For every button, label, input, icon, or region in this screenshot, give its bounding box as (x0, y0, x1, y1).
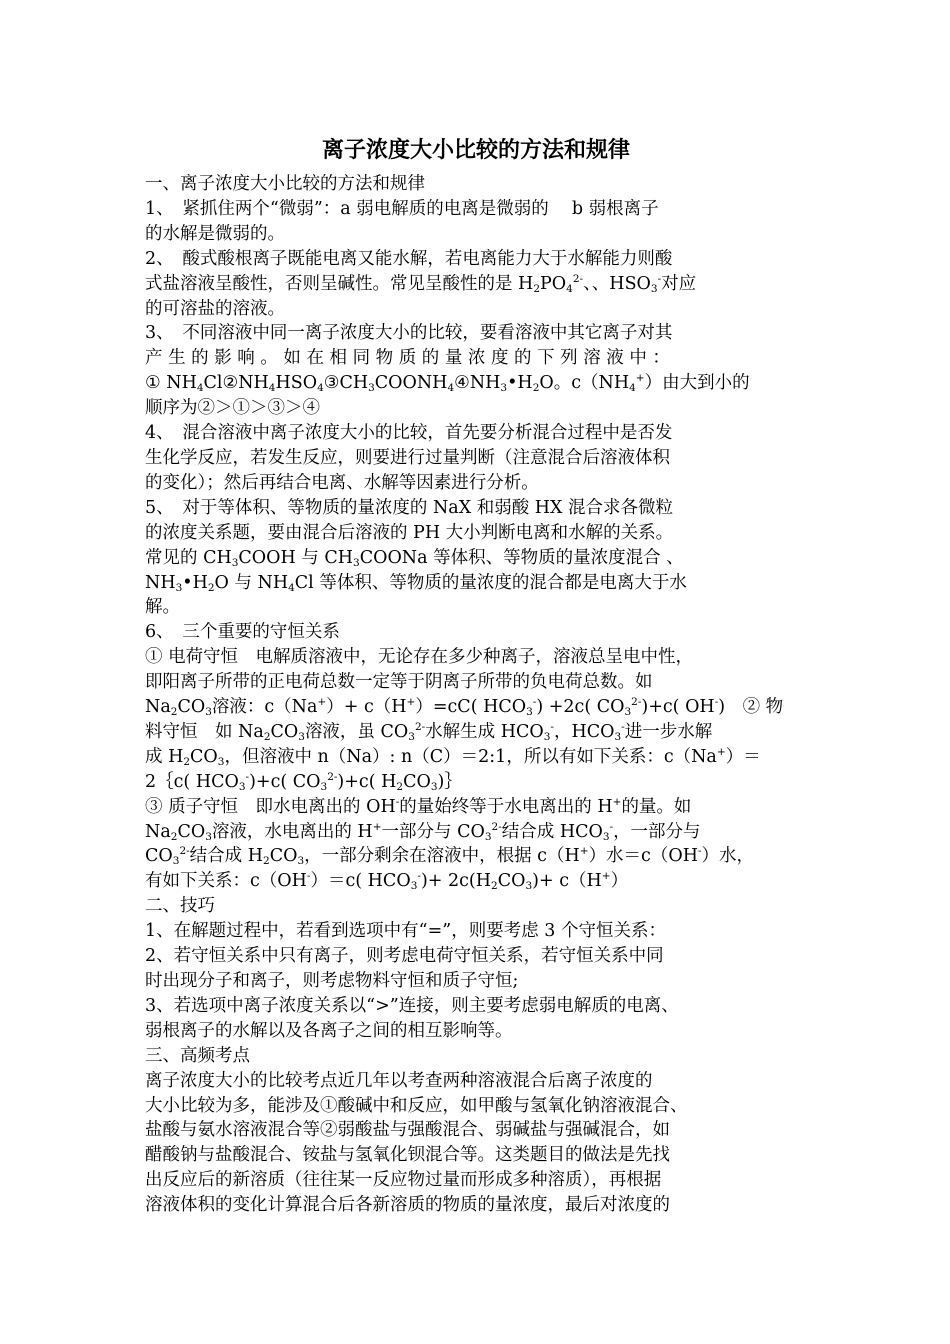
text-line (145, 770, 807, 795)
text-run: 一、离子浓度大小比较的方法和规律 (145, 174, 425, 194)
superscript: - (621, 720, 625, 733)
subscript: 3 (484, 830, 492, 843)
text-run: ）水＝c（OH (588, 846, 698, 867)
text-run: CO (145, 846, 173, 867)
text-line (145, 297, 807, 322)
text-line (145, 1168, 807, 1193)
body-text (145, 172, 807, 1218)
text-run: 式盐溶液呈酸性，否则呈碱性。常见呈酸性的是 H (145, 273, 534, 294)
text-run: 解。 (145, 597, 180, 618)
text-run: )+ 2c(H (420, 871, 492, 892)
text-run: 离子浓度大小的比较考点近几年以考查两种溶液混合后离子浓度的 (145, 1070, 653, 1091)
text-run: 弱根离子的水解以及各离子之间的相互影响等。 (145, 1020, 513, 1041)
text-run: 的量始终等于水电离出的 H (399, 796, 613, 817)
text-run: Na (145, 697, 171, 718)
text-run: 成 H (145, 746, 184, 767)
subscript: 3 (238, 780, 246, 793)
subscript: 3 (297, 855, 305, 868)
text-line (145, 919, 807, 944)
text-run: )｝ (437, 771, 462, 792)
text-run: •H (507, 373, 533, 394)
text-line (145, 645, 807, 670)
text-run: 4、 混合溶液中离子浓度大小的比较，首先要分析混合过程中是否发 (145, 423, 673, 444)
text-line (145, 471, 807, 496)
subscript: 3 (543, 730, 551, 743)
text-run: 水解生成 HCO (425, 721, 544, 742)
text-run: 三、高频考点 (145, 1045, 250, 1066)
superscript: + (579, 845, 589, 858)
superscript: - (697, 845, 702, 858)
text-run: 2、若守恒关系中只有离子，则考虑电荷守恒关系，若守恒关系中同 (145, 946, 664, 967)
superscript: - (532, 696, 537, 709)
text-run: 的浓度关系题，要由混合后溶液的 PH 大小判断电离和水解的关系。 (145, 522, 674, 543)
superscript: 2- (631, 696, 642, 709)
text-run: 出反应后的新溶质（往往某一反应物过量而形成多种溶质），再根据 (145, 1170, 662, 1191)
text-run: 进一步水解 (624, 721, 713, 742)
text-run: 醋酸钠与盐酸混合、铵盐与氢氧化钡混合等。这类题目的做法是先找 (145, 1145, 670, 1166)
superscript: - (245, 770, 250, 783)
text-run: 3、若选项中离子浓度关系以“>”连接，则主要考虑弱电解质的电离、 (145, 995, 679, 1016)
text-line (145, 969, 807, 994)
subscript: 2 (170, 706, 178, 719)
text-run: 生化学反应，若发生反应，则要进行过量判断（注意混合后溶液体积 (145, 447, 670, 468)
subscript: 3 (410, 880, 418, 893)
text-run: 即阳离子所带的正电荷总数一定等于阴离子所带的负电荷总数。如 (145, 672, 653, 693)
text-line (145, 222, 807, 247)
subscript: 2 (263, 730, 271, 743)
text-run: ）＝c( HCO (310, 871, 411, 892)
text-run: CO (177, 697, 206, 718)
text-run: Na (145, 821, 171, 842)
text-run: ，一部分剩余在溶液中，根据 c（H (304, 846, 580, 867)
text-line (145, 1094, 807, 1119)
text-line (145, 1069, 807, 1094)
superscript: + (317, 696, 327, 709)
text-line (145, 446, 807, 471)
text-line (145, 496, 807, 521)
subscript: 3 (353, 556, 360, 569)
text-line (145, 421, 807, 446)
text-line (145, 670, 807, 695)
superscript: - (714, 696, 719, 709)
text-line (145, 521, 807, 546)
text-line (145, 620, 807, 645)
text-run: 5、 对于等体积、等物质的量浓度的 NaX 和弱酸 HX 混合求各微粒 (145, 497, 674, 518)
subscript: 3 (614, 730, 622, 743)
text-run: )+ c（H (532, 871, 602, 892)
superscript: 2- (414, 720, 426, 733)
text-line (145, 844, 807, 869)
text-run: 溶液体积的变化计算混合后各新溶质的物质的量浓度，最后对浓度的 (145, 1195, 670, 1216)
text-line (145, 546, 807, 571)
text-run: 二、技巧 (145, 896, 215, 917)
text-run: COOH 与 CH (238, 547, 354, 568)
text-line (145, 321, 807, 346)
text-run: 结合成 HCO (501, 821, 603, 842)
text-run: 溶液：c（Na (211, 697, 318, 718)
superscript: - (657, 272, 662, 285)
subscript: 3 (217, 755, 225, 768)
superscript: + (406, 696, 416, 709)
superscript: + (372, 820, 382, 833)
text-run: CO (497, 871, 526, 892)
subscript: 2 (170, 830, 178, 843)
text-run: 1、 紧抓住两个“微弱”：a 弱电解质的电离是微弱的 b 弱根离子 (145, 198, 659, 219)
subscript: 4 (288, 581, 295, 594)
text-run: 大小比较为多，能涉及①酸碱中和反应，如甲酸与氢氧化钠溶液混合、 (145, 1095, 688, 1116)
subscript: 2 (396, 780, 404, 793)
subscript: 2 (183, 755, 191, 768)
text-run: CO (269, 846, 298, 867)
subscript: 4 (196, 382, 204, 395)
text-run: 2｛c( HCO (145, 771, 239, 792)
subscript: 4 (447, 382, 455, 395)
subscript: 2 (491, 880, 498, 893)
superscript: - (550, 720, 554, 733)
text-run: COONa 等体积、等物质的量浓度混合 、 (359, 547, 684, 568)
text-run: 的变化）；然后再结合电离、水解等因素进行分析。 (145, 472, 539, 493)
text-run: ，一部分与 (613, 821, 701, 842)
text-run: CO (270, 721, 299, 742)
text-line (145, 396, 807, 421)
text-run: Cl 等体积、等物质的量浓度的混合都是电离大于水 (294, 572, 687, 593)
text-line (145, 172, 807, 197)
text-line (145, 745, 807, 770)
text-run: 盐酸与氨水溶液混合等②弱酸盐与强酸混合、弱碱盐与强碱混合，如 (145, 1120, 670, 1141)
text-line (145, 894, 807, 919)
text-run: 2、 酸式酸根离子既能电离又能水解，若电离能力大于水解能力则酸 (145, 248, 673, 269)
subscript: 4 (566, 282, 573, 295)
text-run: 对应 (661, 273, 697, 294)
text-run: 溶液，虽 CO (304, 721, 409, 742)
text-run: 顺序为②＞①＞③＞④ (145, 398, 320, 419)
text-run: NH (145, 572, 176, 593)
text-run: 常见的 CH (145, 547, 232, 568)
text-run: Cl②NH (203, 373, 269, 394)
subscript: 3 (368, 382, 375, 395)
text-run: 有如下关系：c（OH (145, 871, 307, 892)
subscript: 2 (533, 282, 541, 295)
subscript: 3 (298, 730, 305, 743)
text-line (145, 346, 807, 371)
text-run: 3、 不同溶液中同一离子浓度大小的比较，要看溶液中其它离子对其 (145, 323, 673, 344)
text-run: 料守恒 如 Na (145, 721, 264, 742)
superscript: + (601, 870, 611, 883)
text-run: ) +2c( CO (536, 697, 625, 718)
text-line (145, 595, 807, 620)
subscript: 2 (207, 581, 215, 594)
superscript: - (395, 795, 400, 808)
text-run: COONH (374, 373, 448, 394)
text-line (145, 944, 807, 969)
text-line (145, 869, 807, 894)
subscript: 4 (317, 382, 324, 395)
text-run: 的量。如 (621, 796, 692, 817)
text-run: )+c( CO (249, 771, 321, 792)
subscript: 3 (525, 880, 533, 893)
text-run: ① NH (145, 373, 197, 394)
text-run: ③CH (323, 373, 369, 394)
text-line (145, 1143, 807, 1168)
superscript: 2- (572, 272, 584, 285)
text-run: )+c( OH (641, 697, 715, 718)
superscript: 2- (327, 770, 338, 783)
text-run: CO (190, 746, 218, 767)
text-run: 的可溶盐的溶液。 (145, 298, 285, 319)
subscript: 3 (205, 706, 212, 719)
text-run: •H (182, 572, 208, 593)
subscript: 2 (532, 382, 540, 395)
superscript: - (306, 870, 311, 883)
subscript: 3 (602, 830, 610, 843)
text-line (145, 695, 807, 720)
text-run: 一部分与 CO (381, 821, 485, 842)
superscript: 2- (179, 845, 190, 858)
superscript: + (716, 745, 726, 758)
superscript: + (635, 372, 645, 385)
text-run: 的水解是微弱的。 (145, 223, 285, 244)
subscript: 3 (172, 855, 180, 868)
subscript: 4 (629, 382, 636, 395)
text-line (145, 571, 807, 596)
text-run: CO (177, 821, 206, 842)
text-run: ③ 质子守恒 即水电离出的 OH (145, 796, 396, 817)
subscript: 3 (205, 830, 212, 843)
superscript: - (609, 820, 614, 833)
subscript: 3 (231, 556, 239, 569)
text-line (145, 247, 807, 272)
text-line (145, 1193, 807, 1218)
text-run: ）＝ (725, 746, 761, 767)
text-line (145, 371, 807, 396)
text-run: 产 生 的 影 响 。 如 在 相 同 物 质 的 量 浓 度 的 下 列 溶 液 中 ： (145, 348, 670, 369)
subscript: 3 (500, 382, 508, 395)
text-run: ① 电荷守恒 电解质溶液中，无论存在多少种离子，溶液总呈电中性， (145, 647, 694, 668)
text-run: )+c( H (337, 771, 397, 792)
text-line (145, 994, 807, 1019)
text-line (145, 197, 807, 222)
text-line (145, 1118, 807, 1143)
text-run: ④NH (454, 373, 501, 394)
text-run: 时出现分子和离子，则考虑物料守恒和质子守恒; (145, 971, 519, 991)
text-run: ) ② 物 (718, 697, 784, 718)
text-run: ）水， (701, 846, 755, 867)
subscript: 3 (624, 706, 632, 719)
text-line (145, 820, 807, 845)
text-run: ）由大到小的 (644, 373, 750, 394)
text-run: PO (540, 273, 567, 294)
text-run: ）+ c（H (326, 697, 407, 718)
text-run: CO (403, 771, 431, 792)
text-run: ，HCO (553, 721, 615, 742)
text-line (145, 1044, 807, 1069)
text-line (145, 272, 807, 297)
text-line (145, 720, 807, 745)
text-run: HSO (275, 373, 318, 394)
subscript: 3 (175, 581, 183, 594)
text-run: ，但溶液中 n（Na）: n（C）＝2:1，所以有如下关系：c（Na (224, 746, 717, 767)
subscript: 3 (650, 282, 658, 295)
subscript: 3 (320, 780, 328, 793)
text-run: ） (610, 871, 629, 892)
subscript: 3 (430, 780, 438, 793)
superscript: 2- (491, 820, 502, 833)
subscript: 2 (263, 855, 270, 868)
text-run: 1、在解题过程中，若看到选项中有“=”，则要考虑 3 个守恒关系： (145, 921, 666, 942)
text-run: 溶液，水电离出的 H (211, 821, 373, 842)
text-run: 6、 三个重要的守恒关系 (145, 622, 340, 643)
document-page (145, 132, 807, 1218)
text-run: 、、HSO (583, 273, 651, 294)
subscript: 3 (526, 706, 533, 719)
superscript: - (417, 870, 421, 883)
text-line (145, 795, 807, 820)
superscript: + (612, 795, 622, 808)
text-run: ）=cC( HCO (415, 697, 527, 718)
subscript: 3 (408, 730, 415, 743)
text-line (145, 1019, 807, 1044)
text-run: 结合成 H (189, 846, 263, 867)
text-run: O 与 NH (214, 572, 289, 593)
text-run: O。c（NH (539, 373, 630, 394)
page-title: 离子浓度大小比较的方法和规律 (321, 137, 630, 163)
subscript: 4 (268, 382, 276, 395)
